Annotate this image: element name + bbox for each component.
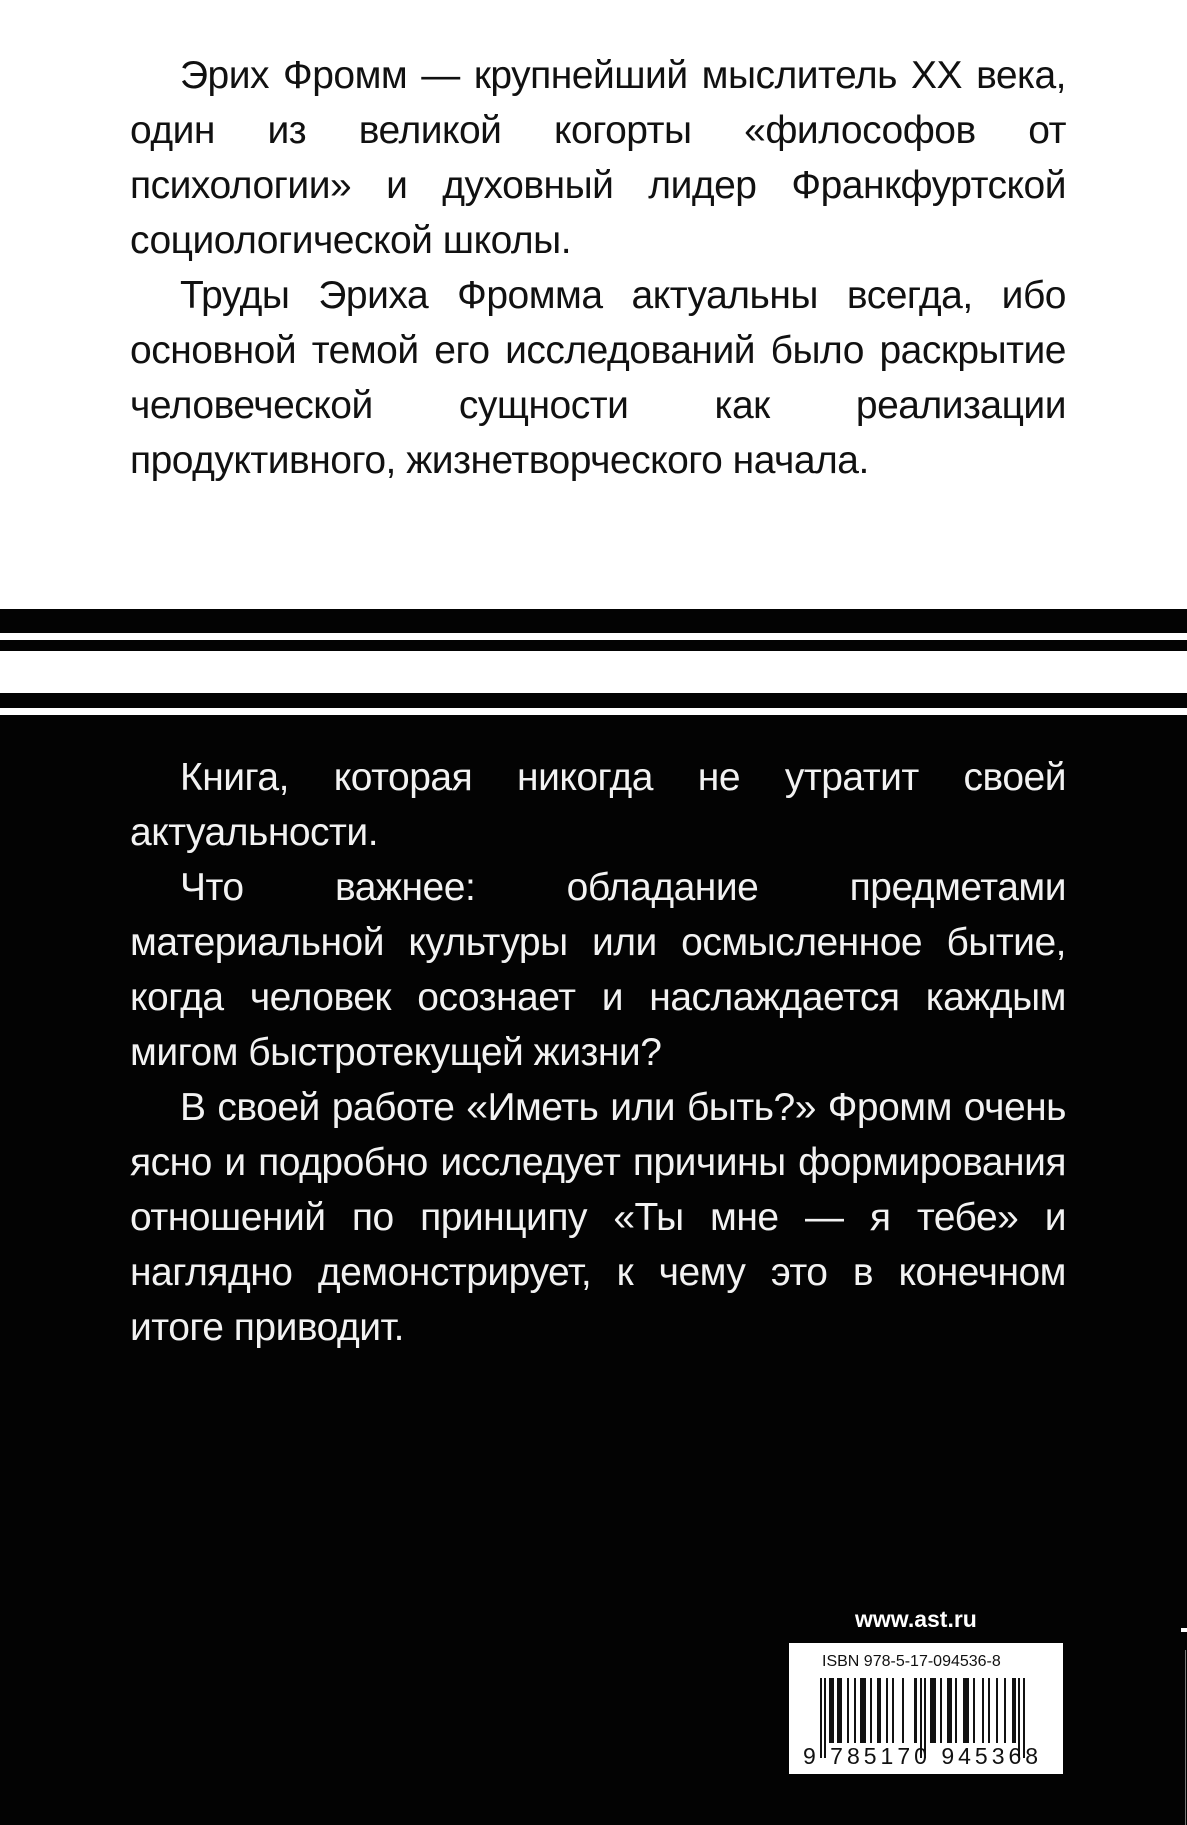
trim-mark xyxy=(1181,1628,1187,1632)
divider-stripe xyxy=(0,640,1187,651)
book-description xyxy=(130,750,1066,1355)
paragraph: В своей работе «Иметь или быть?» Фромм очень ясно и подробно исследует причины формирования отношений по принципу «Ты мне — я тебе» и наглядно демонстрирует, к чему это в конечном итоге приводит. xyxy=(130,1086,1066,1349)
isbn-barcode xyxy=(789,1643,1063,1774)
divider-stripe xyxy=(0,693,1187,708)
divider-stripe xyxy=(0,609,1187,633)
paragraph: Эрих Фромм — крупнейший мыслитель XX века, один из великой когорты «философов от психологии» и духовный лидер Франкфуртской социологической школы. xyxy=(130,54,1066,262)
top-white-section xyxy=(0,0,1187,609)
barcode-digits: 9 785170 945368 xyxy=(803,1743,1043,1769)
publisher-url: www.ast.ru xyxy=(855,1606,977,1632)
paragraph: Книга, которая никогда не утратит своей актуальности. xyxy=(130,756,1066,854)
paragraph: Труды Эриха Фромма актуальны всегда, ибо основной темой его исследований было раскрытие человеческой сущности как реализации продуктивного, жизнетворческого начала. xyxy=(130,274,1066,482)
isbn-label: ISBN 978-5-17-094536-8 xyxy=(822,1653,1001,1670)
trim-line xyxy=(1185,1650,1186,1825)
paragraph: Что важнее: обладание предметами материальной культуры или осмысленное бытие, когда человек осознает и наслаждается каждым мигом быстротекущей жизни? xyxy=(130,866,1066,1074)
author-description xyxy=(130,48,1066,488)
